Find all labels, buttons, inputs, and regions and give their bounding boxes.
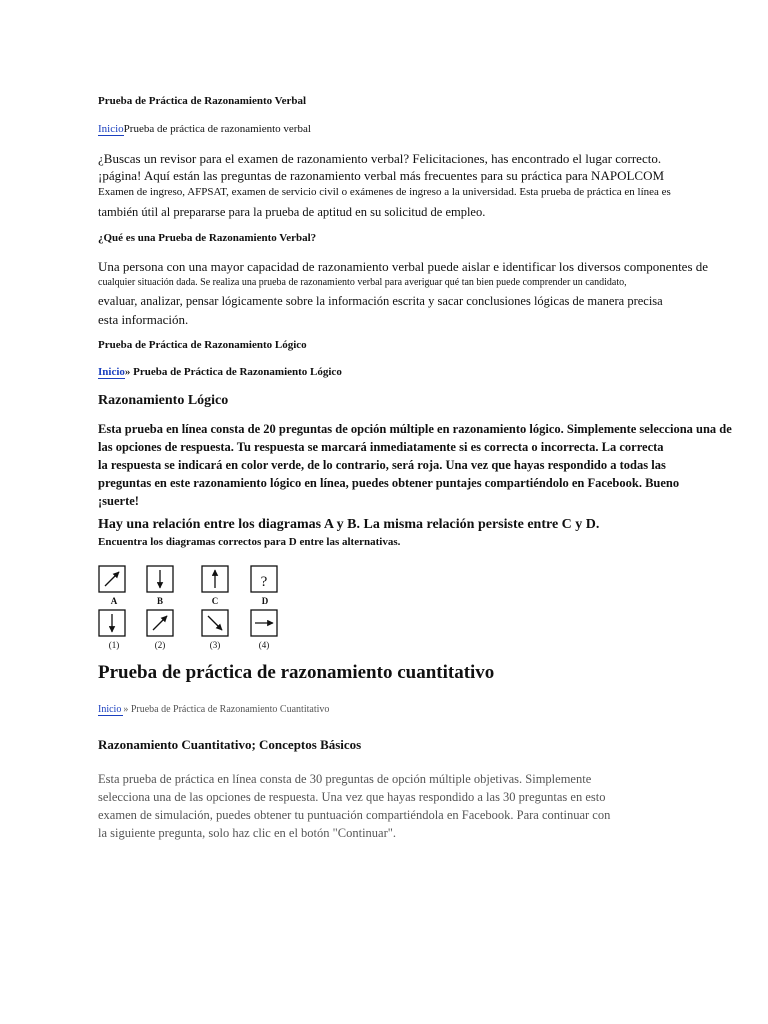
logical-body-line-4: preguntas en este razonamiento lógico en línea, puedes obtener puntajes compartiéndolo en Facebook. Bueno xyxy=(98,476,680,490)
diagram-option-1 xyxy=(99,610,125,636)
quantitative-body-line-2: selecciona una de las opciones de respuesta. Una vez que hayas respondido a las 30 preguntas en esto xyxy=(98,790,606,804)
quantitative-body xyxy=(98,770,610,842)
arrow-up-right-icon xyxy=(153,616,167,630)
logical-diagram-figure xyxy=(96,562,286,654)
diagram-option-label-1: (1) xyxy=(108,640,120,650)
breadcrumb-home-link[interactable]: Inicio xyxy=(98,704,122,715)
verbal-intro-line-3: Examen de ingreso, AFPSAT, examen de servicio civil o exámenes de ingreso a la universidad. Esta prueba de práctica en línea es xyxy=(98,186,671,198)
diagram-box-a xyxy=(99,566,125,592)
breadcrumb-verbal xyxy=(98,123,311,135)
verbal-answer-line-1: Una persona con una mayor capacidad de razonamiento verbal puede aislar e identificar los diversos componentes de xyxy=(98,259,709,274)
diagram-option-3 xyxy=(202,610,228,636)
breadcrumb-home-link[interactable]: Inicio xyxy=(98,123,124,135)
logical-title: Prueba de Práctica de Razonamiento Lógico xyxy=(98,339,307,351)
breadcrumb-current: » Prueba de Práctica de Razonamiento Cuantitativo xyxy=(123,704,330,715)
verbal-answer-line-2: cualquier situación dada. Se realiza una prueba de razonamiento verbal para averiguar qué tan bien puede comprender un candidato, xyxy=(98,277,627,288)
verbal-answer-line-3: evaluar, analizar, pensar lógicamente sobre la información escrita y sacar conclusiones lógicas de manera precisa xyxy=(98,294,663,308)
quantitative-body-line-3: examen de simulación, puedes obtener tu puntuación compartiéndola en Facebook. Para continuar con xyxy=(98,808,611,822)
breadcrumb-quantitative xyxy=(98,704,329,715)
diagram-box-b xyxy=(147,566,173,592)
diagram-label-a: A xyxy=(110,596,118,606)
diagram-question-mark: ? xyxy=(260,574,268,590)
verbal-intro-line-2: ¡página! Aquí están las preguntas de razonamiento verbal más frecuentes para su práctica para NAPOLCOM xyxy=(98,168,665,183)
diagram-label-c: C xyxy=(211,596,219,606)
diagram-option-2 xyxy=(147,610,173,636)
quantitative-body-line-1: Esta prueba de práctica en línea consta de 30 preguntas de opción múltiple objetivas. Simplemente xyxy=(98,772,592,786)
diagram-label-d: D xyxy=(261,596,269,606)
diagram-option-label-3: (3) xyxy=(209,640,221,650)
verbal-answer-line-4: esta información. xyxy=(98,312,189,327)
arrow-up-right-icon xyxy=(105,572,119,586)
logical-body-line-1: Esta prueba en línea consta de 20 preguntas de opción múltiple en razonamiento lógico. Simplemente selecciona una de xyxy=(98,422,732,436)
breadcrumb-home-link[interactable]: Inicio xyxy=(98,366,125,378)
diagram-option-label-2: (2) xyxy=(154,640,166,650)
logical-question: Hay una relación entre los diagramas A y B. La misma relación persiste entre C y D. xyxy=(98,517,600,532)
quantitative-body-line-4: la siguiente pregunta, solo haz clic en el botón "Continuar". xyxy=(98,826,396,840)
verbal-question-heading: ¿Qué es una Prueba de Razonamiento Verbal? xyxy=(98,232,317,244)
verbal-intro-line-1: ¿Buscas un revisor para el examen de razonamiento verbal? Felicitaciones, has encontrado el lugar correcto. xyxy=(98,151,662,166)
arrow-down-right-icon xyxy=(208,616,222,630)
breadcrumb-logical xyxy=(98,366,342,378)
logical-body-line-3: la respuesta se indicará en color verde, de lo contrario, será roja. Una vez que hayas respondido a todas las xyxy=(98,458,666,472)
logical-instruction: Encuentra los diagramas correctos para D entre las alternativas. xyxy=(98,536,401,548)
logical-heading: Razonamiento Lógico xyxy=(98,393,229,408)
diagram-option-label-4: (4) xyxy=(258,640,270,650)
diagram-box-c xyxy=(202,566,228,592)
verbal-title: Prueba de Práctica de Razonamiento Verbal xyxy=(98,95,307,107)
logical-body-line-2: las opciones de respuesta. Tu respuesta se marcará inmediatamente si es correcta o incorrecta. La correcta xyxy=(98,440,664,454)
logical-body-line-5: ¡suerte! xyxy=(98,494,139,508)
logical-body xyxy=(98,420,732,510)
breadcrumb-current: Prueba de práctica de razonamiento verbal xyxy=(123,123,311,135)
quantitative-heading: Razonamiento Cuantitativo; Conceptos Básicos xyxy=(98,737,362,752)
diagram-option-4 xyxy=(251,610,277,636)
diagram-label-b: B xyxy=(156,596,164,606)
breadcrumb-current: » Prueba de Práctica de Razonamiento Lógico xyxy=(124,366,342,378)
quantitative-title: Prueba de práctica de razonamiento cuantitativo xyxy=(98,662,495,683)
verbal-intro-line-4: también útil al prepararse para la prueba de aptitud en su solicitud de empleo. xyxy=(98,205,486,219)
